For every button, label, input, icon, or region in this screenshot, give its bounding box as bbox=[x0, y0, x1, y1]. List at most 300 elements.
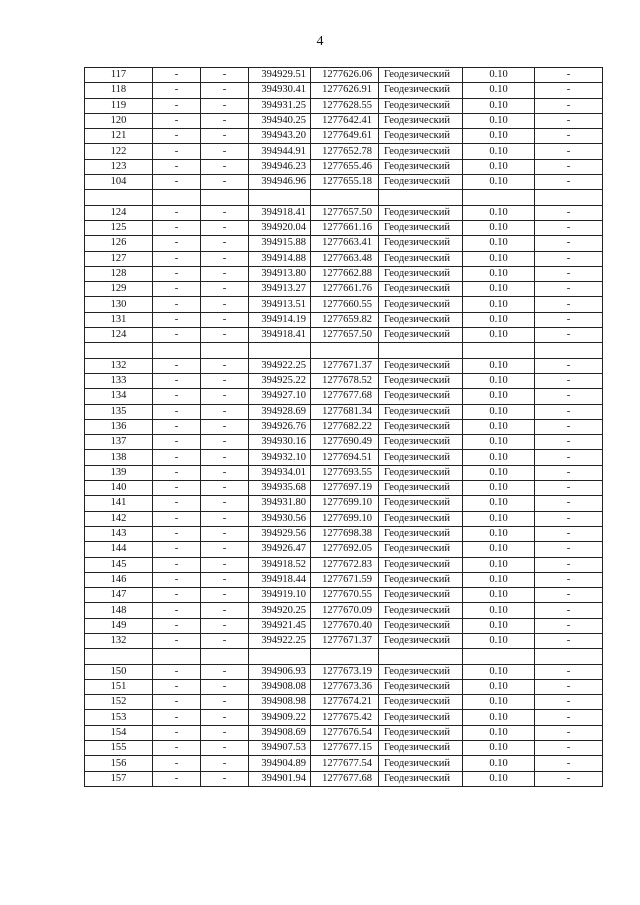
dash-cell-a: - bbox=[153, 83, 201, 98]
dash-cell-a: - bbox=[153, 113, 201, 128]
x-coordinate-cell: 394907.53 bbox=[249, 741, 311, 756]
point-number-cell: 141 bbox=[85, 496, 153, 511]
dash-cell-a: - bbox=[153, 511, 201, 526]
dash-cell-b: - bbox=[201, 633, 249, 648]
point-number-cell bbox=[85, 649, 153, 664]
y-coordinate-cell: 1277699.10 bbox=[311, 496, 379, 511]
dash-cell-b: - bbox=[201, 496, 249, 511]
point-number-cell: 132 bbox=[85, 358, 153, 373]
y-coordinate-cell: 1277697.19 bbox=[311, 481, 379, 496]
dash-cell-b: - bbox=[201, 756, 249, 771]
method-cell: Геодезический bbox=[379, 389, 463, 404]
point-number-cell: 147 bbox=[85, 588, 153, 603]
accuracy-cell: 0.10 bbox=[463, 572, 535, 587]
dash-cell-a: - bbox=[153, 633, 201, 648]
dash-cell-b: - bbox=[201, 710, 249, 725]
accuracy-cell: 0.10 bbox=[463, 664, 535, 679]
point-number-cell: 133 bbox=[85, 373, 153, 388]
accuracy-cell: 0.10 bbox=[463, 83, 535, 98]
dash-cell-a: - bbox=[153, 542, 201, 557]
table-row bbox=[85, 144, 603, 159]
dash-cell-a bbox=[153, 343, 201, 358]
dash-cell-b: - bbox=[201, 557, 249, 572]
dash-cell-b: - bbox=[201, 220, 249, 235]
y-coordinate-cell: 1277677.54 bbox=[311, 756, 379, 771]
dash-cell-z: - bbox=[535, 633, 603, 648]
method-cell: Геодезический bbox=[379, 771, 463, 786]
table-row bbox=[85, 496, 603, 511]
y-coordinate-cell: 1277626.06 bbox=[311, 68, 379, 83]
table-row bbox=[85, 389, 603, 404]
dash-cell-b: - bbox=[201, 389, 249, 404]
dash-cell-z: - bbox=[535, 603, 603, 618]
dash-cell-z: - bbox=[535, 496, 603, 511]
dash-cell-z: - bbox=[535, 129, 603, 144]
point-number-cell: 131 bbox=[85, 312, 153, 327]
dash-cell-a: - bbox=[153, 496, 201, 511]
y-coordinate-cell: 1277694.51 bbox=[311, 450, 379, 465]
point-number-cell: 155 bbox=[85, 741, 153, 756]
accuracy-cell: 0.10 bbox=[463, 526, 535, 541]
dash-cell-b bbox=[201, 190, 249, 205]
dash-cell-a: - bbox=[153, 389, 201, 404]
y-coordinate-cell: 1277671.59 bbox=[311, 572, 379, 587]
accuracy-cell: 0.10 bbox=[463, 220, 535, 235]
dash-cell-a bbox=[153, 649, 201, 664]
dash-cell-z: - bbox=[535, 159, 603, 174]
dash-cell-z: - bbox=[535, 312, 603, 327]
point-number-cell: 123 bbox=[85, 159, 153, 174]
point-number-cell: 154 bbox=[85, 725, 153, 740]
dash-cell-z: - bbox=[535, 542, 603, 557]
dash-cell-z: - bbox=[535, 373, 603, 388]
dash-cell-a: - bbox=[153, 328, 201, 343]
point-number-cell: 151 bbox=[85, 679, 153, 694]
y-coordinate-cell: 1277693.55 bbox=[311, 465, 379, 480]
method-cell: Геодезический bbox=[379, 710, 463, 725]
table-row bbox=[85, 83, 603, 98]
point-number-cell: 124 bbox=[85, 205, 153, 220]
dash-cell-a: - bbox=[153, 419, 201, 434]
coordinates-table-body bbox=[85, 68, 603, 787]
dash-cell-a: - bbox=[153, 129, 201, 144]
method-cell: Геодезический bbox=[379, 236, 463, 251]
y-coordinate-cell: 1277675.42 bbox=[311, 710, 379, 725]
dash-cell-b: - bbox=[201, 297, 249, 312]
table-row bbox=[85, 481, 603, 496]
x-coordinate-cell: 394931.25 bbox=[249, 98, 311, 113]
point-number-cell: 137 bbox=[85, 435, 153, 450]
dash-cell-a: - bbox=[153, 205, 201, 220]
dash-cell-z: - bbox=[535, 481, 603, 496]
table-row bbox=[85, 373, 603, 388]
y-coordinate-cell bbox=[311, 649, 379, 664]
point-number-cell: 126 bbox=[85, 236, 153, 251]
table-row bbox=[85, 756, 603, 771]
point-number-cell: 127 bbox=[85, 251, 153, 266]
dash-cell-b: - bbox=[201, 465, 249, 480]
dash-cell-a: - bbox=[153, 312, 201, 327]
method-cell: Геодезический bbox=[379, 511, 463, 526]
table-row bbox=[85, 603, 603, 618]
table-row bbox=[85, 511, 603, 526]
dash-cell-z: - bbox=[535, 725, 603, 740]
method-cell: Геодезический bbox=[379, 465, 463, 480]
point-number-cell: 139 bbox=[85, 465, 153, 480]
x-coordinate-cell: 394929.51 bbox=[249, 68, 311, 83]
table-row bbox=[85, 542, 603, 557]
dash-cell-a: - bbox=[153, 465, 201, 480]
point-number-cell: 104 bbox=[85, 175, 153, 190]
y-coordinate-cell: 1277642.41 bbox=[311, 113, 379, 128]
x-coordinate-cell: 394913.80 bbox=[249, 266, 311, 281]
point-number-cell: 134 bbox=[85, 389, 153, 404]
x-coordinate-cell: 394914.19 bbox=[249, 312, 311, 327]
table-row bbox=[85, 710, 603, 725]
table-row bbox=[85, 695, 603, 710]
x-coordinate-cell: 394926.76 bbox=[249, 419, 311, 434]
accuracy-cell: 0.10 bbox=[463, 542, 535, 557]
x-coordinate-cell: 394935.68 bbox=[249, 481, 311, 496]
method-cell: Геодезический bbox=[379, 557, 463, 572]
dash-cell-z bbox=[535, 190, 603, 205]
dash-cell-a: - bbox=[153, 251, 201, 266]
x-coordinate-cell: 394909.22 bbox=[249, 710, 311, 725]
point-number-cell: 149 bbox=[85, 618, 153, 633]
x-coordinate-cell: 394926.47 bbox=[249, 542, 311, 557]
x-coordinate-cell: 394918.44 bbox=[249, 572, 311, 587]
table-row bbox=[85, 404, 603, 419]
table-row bbox=[85, 664, 603, 679]
dash-cell-z: - bbox=[535, 205, 603, 220]
table-row bbox=[85, 297, 603, 312]
method-cell: Геодезический bbox=[379, 220, 463, 235]
accuracy-cell bbox=[463, 190, 535, 205]
accuracy-cell: 0.10 bbox=[463, 129, 535, 144]
x-coordinate-cell: 394920.25 bbox=[249, 603, 311, 618]
point-number-cell: 156 bbox=[85, 756, 153, 771]
method-cell: Геодезический bbox=[379, 297, 463, 312]
y-coordinate-cell: 1277626.91 bbox=[311, 83, 379, 98]
x-coordinate-cell: 394946.23 bbox=[249, 159, 311, 174]
dash-cell-z: - bbox=[535, 98, 603, 113]
dash-cell-z: - bbox=[535, 144, 603, 159]
y-coordinate-cell: 1277663.41 bbox=[311, 236, 379, 251]
method-cell: Геодезический bbox=[379, 404, 463, 419]
table-row bbox=[85, 679, 603, 694]
point-number-cell: 153 bbox=[85, 710, 153, 725]
dash-cell-a: - bbox=[153, 588, 201, 603]
method-cell: Геодезический bbox=[379, 435, 463, 450]
x-coordinate-cell: 394921.45 bbox=[249, 618, 311, 633]
accuracy-cell: 0.10 bbox=[463, 756, 535, 771]
accuracy-cell bbox=[463, 649, 535, 664]
accuracy-cell bbox=[463, 343, 535, 358]
dash-cell-z: - bbox=[535, 557, 603, 572]
x-coordinate-cell: 394908.98 bbox=[249, 695, 311, 710]
dash-cell-z: - bbox=[535, 572, 603, 587]
method-cell: Геодезический bbox=[379, 572, 463, 587]
dash-cell-z: - bbox=[535, 113, 603, 128]
accuracy-cell: 0.10 bbox=[463, 205, 535, 220]
x-coordinate-cell: 394930.16 bbox=[249, 435, 311, 450]
dash-cell-z bbox=[535, 649, 603, 664]
method-cell: Геодезический bbox=[379, 741, 463, 756]
y-coordinate-cell: 1277649.61 bbox=[311, 129, 379, 144]
accuracy-cell: 0.10 bbox=[463, 236, 535, 251]
y-coordinate-cell: 1277682.22 bbox=[311, 419, 379, 434]
method-cell: Геодезический bbox=[379, 481, 463, 496]
method-cell: Геодезический bbox=[379, 113, 463, 128]
dash-cell-a: - bbox=[153, 618, 201, 633]
accuracy-cell: 0.10 bbox=[463, 159, 535, 174]
method-cell: Геодезический bbox=[379, 144, 463, 159]
x-coordinate-cell: 394913.51 bbox=[249, 297, 311, 312]
dash-cell-a: - bbox=[153, 756, 201, 771]
accuracy-cell: 0.10 bbox=[463, 297, 535, 312]
y-coordinate-cell: 1277661.76 bbox=[311, 282, 379, 297]
dash-cell-z: - bbox=[535, 251, 603, 266]
x-coordinate-cell: 394927.10 bbox=[249, 389, 311, 404]
dash-cell-b bbox=[201, 649, 249, 664]
dash-cell-z: - bbox=[535, 328, 603, 343]
accuracy-cell: 0.10 bbox=[463, 312, 535, 327]
y-coordinate-cell: 1277692.05 bbox=[311, 542, 379, 557]
dash-cell-a bbox=[153, 190, 201, 205]
y-coordinate-cell: 1277681.34 bbox=[311, 404, 379, 419]
point-number-cell: 136 bbox=[85, 419, 153, 434]
accuracy-cell: 0.10 bbox=[463, 496, 535, 511]
y-coordinate-cell: 1277672.83 bbox=[311, 557, 379, 572]
dash-cell-b: - bbox=[201, 68, 249, 83]
method-cell: Геодезический bbox=[379, 68, 463, 83]
method-cell: Геодезический bbox=[379, 664, 463, 679]
y-coordinate-cell: 1277663.48 bbox=[311, 251, 379, 266]
dash-cell-a: - bbox=[153, 358, 201, 373]
dash-cell-a: - bbox=[153, 373, 201, 388]
point-number-cell: 143 bbox=[85, 526, 153, 541]
x-coordinate-cell bbox=[249, 649, 311, 664]
method-cell: Геодезический bbox=[379, 496, 463, 511]
y-coordinate-cell: 1277690.49 bbox=[311, 435, 379, 450]
x-coordinate-cell: 394922.25 bbox=[249, 358, 311, 373]
dash-cell-a: - bbox=[153, 725, 201, 740]
method-cell: Геодезический bbox=[379, 159, 463, 174]
dash-cell-z: - bbox=[535, 695, 603, 710]
point-number-cell: 152 bbox=[85, 695, 153, 710]
accuracy-cell: 0.10 bbox=[463, 389, 535, 404]
y-coordinate-cell: 1277660.55 bbox=[311, 297, 379, 312]
dash-cell-z: - bbox=[535, 419, 603, 434]
accuracy-cell: 0.10 bbox=[463, 710, 535, 725]
dash-cell-b bbox=[201, 343, 249, 358]
point-number-cell: 120 bbox=[85, 113, 153, 128]
x-coordinate-cell: 394944.91 bbox=[249, 144, 311, 159]
y-coordinate-cell: 1277628.55 bbox=[311, 98, 379, 113]
table-row bbox=[85, 328, 603, 343]
method-cell: Геодезический bbox=[379, 725, 463, 740]
accuracy-cell: 0.10 bbox=[463, 435, 535, 450]
x-coordinate-cell: 394940.25 bbox=[249, 113, 311, 128]
method-cell: Геодезический bbox=[379, 618, 463, 633]
y-coordinate-cell: 1277677.68 bbox=[311, 389, 379, 404]
dash-cell-a: - bbox=[153, 236, 201, 251]
dash-cell-z: - bbox=[535, 389, 603, 404]
dash-cell-b: - bbox=[201, 236, 249, 251]
x-coordinate-cell: 394946.96 bbox=[249, 175, 311, 190]
accuracy-cell: 0.10 bbox=[463, 725, 535, 740]
accuracy-cell: 0.10 bbox=[463, 251, 535, 266]
y-coordinate-cell: 1277698.38 bbox=[311, 526, 379, 541]
dash-cell-b: - bbox=[201, 695, 249, 710]
point-number-cell: 138 bbox=[85, 450, 153, 465]
table-row bbox=[85, 312, 603, 327]
table-row bbox=[85, 68, 603, 83]
x-coordinate-cell: 394930.56 bbox=[249, 511, 311, 526]
x-coordinate-cell: 394930.41 bbox=[249, 83, 311, 98]
dash-cell-z: - bbox=[535, 297, 603, 312]
dash-cell-z bbox=[535, 343, 603, 358]
dash-cell-b: - bbox=[201, 129, 249, 144]
dash-cell-b: - bbox=[201, 266, 249, 281]
dash-cell-a: - bbox=[153, 98, 201, 113]
dash-cell-b: - bbox=[201, 741, 249, 756]
x-coordinate-cell: 394932.10 bbox=[249, 450, 311, 465]
method-cell: Геодезический bbox=[379, 328, 463, 343]
y-coordinate-cell: 1277662.88 bbox=[311, 266, 379, 281]
method-cell: Геодезический bbox=[379, 679, 463, 694]
table-row bbox=[85, 771, 603, 786]
x-coordinate-cell: 394918.41 bbox=[249, 328, 311, 343]
dash-cell-z: - bbox=[535, 404, 603, 419]
dash-cell-z: - bbox=[535, 588, 603, 603]
dash-cell-a: - bbox=[153, 68, 201, 83]
method-cell: Геодезический bbox=[379, 98, 463, 113]
x-coordinate-cell: 394906.93 bbox=[249, 664, 311, 679]
y-coordinate-cell: 1277676.54 bbox=[311, 725, 379, 740]
y-coordinate-cell: 1277671.37 bbox=[311, 358, 379, 373]
method-cell: Геодезический bbox=[379, 450, 463, 465]
accuracy-cell: 0.10 bbox=[463, 419, 535, 434]
dash-cell-b: - bbox=[201, 725, 249, 740]
y-coordinate-cell bbox=[311, 190, 379, 205]
point-number-cell: 122 bbox=[85, 144, 153, 159]
accuracy-cell: 0.10 bbox=[463, 266, 535, 281]
method-cell: Геодезический bbox=[379, 251, 463, 266]
dash-cell-b: - bbox=[201, 358, 249, 373]
accuracy-cell: 0.10 bbox=[463, 404, 535, 419]
dash-cell-a: - bbox=[153, 741, 201, 756]
dash-cell-b: - bbox=[201, 588, 249, 603]
dash-cell-b: - bbox=[201, 83, 249, 98]
method-cell bbox=[379, 190, 463, 205]
table-row bbox=[85, 526, 603, 541]
table-row bbox=[85, 266, 603, 281]
y-coordinate-cell: 1277661.16 bbox=[311, 220, 379, 235]
point-number-cell: 144 bbox=[85, 542, 153, 557]
dash-cell-z: - bbox=[535, 83, 603, 98]
y-coordinate-cell: 1277670.55 bbox=[311, 588, 379, 603]
dash-cell-b: - bbox=[201, 113, 249, 128]
accuracy-cell: 0.10 bbox=[463, 282, 535, 297]
point-number-cell: 117 bbox=[85, 68, 153, 83]
accuracy-cell: 0.10 bbox=[463, 465, 535, 480]
x-coordinate-cell: 394922.25 bbox=[249, 633, 311, 648]
dash-cell-a: - bbox=[153, 526, 201, 541]
dash-cell-a: - bbox=[153, 220, 201, 235]
method-cell: Геодезический bbox=[379, 205, 463, 220]
table-row bbox=[85, 98, 603, 113]
table-row bbox=[85, 159, 603, 174]
accuracy-cell: 0.10 bbox=[463, 113, 535, 128]
accuracy-cell: 0.10 bbox=[463, 511, 535, 526]
x-coordinate-cell: 394929.56 bbox=[249, 526, 311, 541]
y-coordinate-cell: 1277655.18 bbox=[311, 175, 379, 190]
dash-cell-a: - bbox=[153, 266, 201, 281]
method-cell: Геодезический bbox=[379, 373, 463, 388]
table-row bbox=[85, 358, 603, 373]
dash-cell-b: - bbox=[201, 404, 249, 419]
point-number-cell: 124 bbox=[85, 328, 153, 343]
dash-cell-a: - bbox=[153, 159, 201, 174]
point-number-cell: 125 bbox=[85, 220, 153, 235]
dash-cell-b: - bbox=[201, 98, 249, 113]
method-cell: Геодезический bbox=[379, 526, 463, 541]
point-number-cell: 150 bbox=[85, 664, 153, 679]
dash-cell-b: - bbox=[201, 282, 249, 297]
accuracy-cell: 0.10 bbox=[463, 603, 535, 618]
dash-cell-a: - bbox=[153, 175, 201, 190]
point-number-cell: 129 bbox=[85, 282, 153, 297]
method-cell: Геодезический bbox=[379, 419, 463, 434]
dash-cell-a: - bbox=[153, 664, 201, 679]
point-number-cell: 121 bbox=[85, 129, 153, 144]
method-cell: Геодезический bbox=[379, 83, 463, 98]
table-row bbox=[85, 588, 603, 603]
dash-cell-z: - bbox=[535, 679, 603, 694]
x-coordinate-cell: 394913.27 bbox=[249, 282, 311, 297]
accuracy-cell: 0.10 bbox=[463, 588, 535, 603]
coordinates-table bbox=[84, 67, 603, 787]
dash-cell-a: - bbox=[153, 771, 201, 786]
method-cell: Геодезический bbox=[379, 603, 463, 618]
x-coordinate-cell: 394908.08 bbox=[249, 679, 311, 694]
table-row bbox=[85, 435, 603, 450]
y-coordinate-cell: 1277699.10 bbox=[311, 511, 379, 526]
dash-cell-a: - bbox=[153, 557, 201, 572]
point-number-cell: 148 bbox=[85, 603, 153, 618]
method-cell: Геодезический bbox=[379, 282, 463, 297]
dash-cell-z: - bbox=[535, 266, 603, 281]
dash-cell-z: - bbox=[535, 465, 603, 480]
dash-cell-z: - bbox=[535, 358, 603, 373]
dash-cell-b: - bbox=[201, 312, 249, 327]
x-coordinate-cell: 394920.04 bbox=[249, 220, 311, 235]
dash-cell-b: - bbox=[201, 603, 249, 618]
method-cell: Геодезический bbox=[379, 266, 463, 281]
method-cell: Геодезический bbox=[379, 588, 463, 603]
dash-cell-b: - bbox=[201, 572, 249, 587]
x-coordinate-cell: 394901.94 bbox=[249, 771, 311, 786]
dash-cell-b: - bbox=[201, 679, 249, 694]
y-coordinate-cell: 1277673.36 bbox=[311, 679, 379, 694]
dash-cell-b: - bbox=[201, 144, 249, 159]
accuracy-cell: 0.10 bbox=[463, 618, 535, 633]
dash-cell-z: - bbox=[535, 450, 603, 465]
dash-cell-a: - bbox=[153, 144, 201, 159]
dash-cell-b: - bbox=[201, 664, 249, 679]
dash-cell-z: - bbox=[535, 618, 603, 633]
